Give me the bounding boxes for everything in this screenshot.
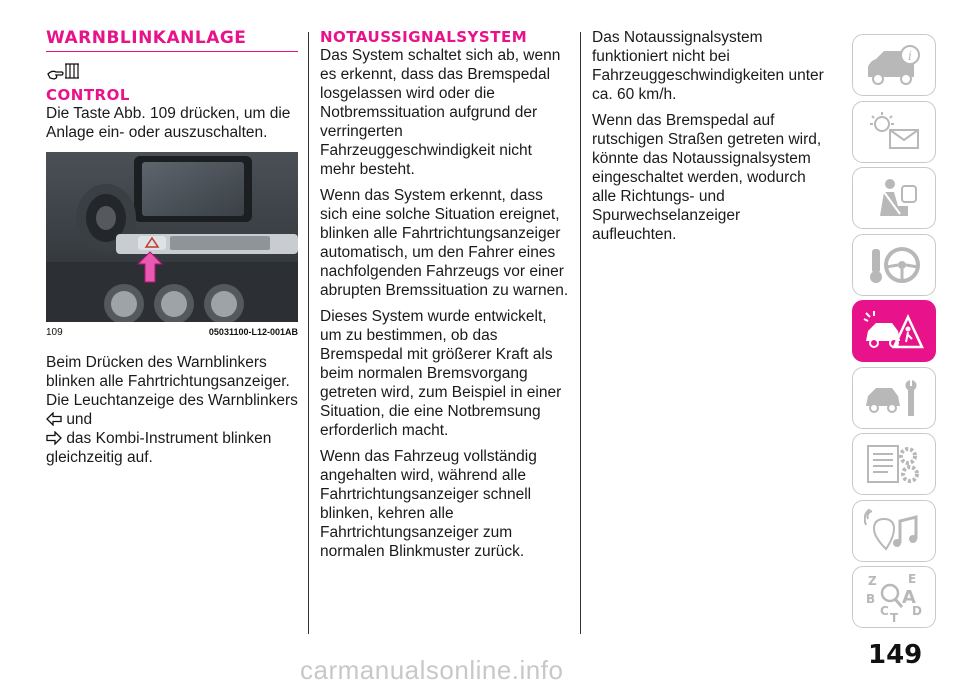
figure-109-photo <box>46 152 298 322</box>
watermark: carmanualsonline.info <box>300 655 564 685</box>
figure-code: 05031100-L12-001AB <box>208 327 298 337</box>
tab-multimedia[interactable] <box>852 500 936 562</box>
index-letter: E <box>908 572 917 586</box>
column-divider <box>308 32 309 634</box>
col3-paragraph: Das Notaussignalsystem funktioniert nicht bei Fahrzeuggeschwindigkeiten unter ca. 60 km/h. <box>592 29 824 103</box>
after-figure-text-1: Beim Drücken des Warnblinkers blinken alle Fahrtrichtungsanzeiger. Die Leuchtanzeige des Warnblinkers <box>46 354 298 409</box>
notaus-paragraph: Wenn das System erkennt, dass sich eine solche Situation ereignet, blinken alle Fahrtrichtungsanzeiger automatisch, um den Fahrer eines nachfolgenden Fahrzeugs vor einer abrupten Bremssituation zu warnen. <box>320 187 569 299</box>
left-turn-arrow-icon <box>46 412 62 426</box>
tab-warning-lights[interactable] <box>852 101 936 163</box>
right-turn-arrow-icon <box>46 431 62 445</box>
tab-start-driving[interactable] <box>852 234 936 296</box>
col3-paragraph: Wenn das Bremspedal auf rutschigen Straßen getreten wird, könnte das Notaussignalsystem eingeschaltet werden, wodurch alle Richtungs- und Spurwechselanzeiger aufleuchten. <box>592 112 822 243</box>
after-figure-text-2: das Kombi-Instrument blinken gleichzeitig auf. <box>46 430 272 466</box>
index-letter: A <box>902 587 916 608</box>
page-number: 149 <box>868 640 923 670</box>
tab-car-info[interactable] <box>852 34 936 96</box>
index-letters-icon <box>864 571 924 623</box>
specs-gear-icon <box>864 442 924 486</box>
tab-emergency[interactable] <box>852 300 936 362</box>
column-divider <box>580 32 581 634</box>
after-figure-text <box>46 353 298 467</box>
figure-number: 109 <box>46 327 63 338</box>
notaus-paragraph: Dieses System wurde entwickelt, um zu bestimmen, ob das Bremspedal mit größerer Kraft als beim normalen Bremsvorgang getreten wird, zum Beispiel in einer Situation, die eine Notbremsung erforderlich macht. <box>320 308 562 439</box>
tab-safety[interactable] <box>852 167 936 229</box>
index-letter: D <box>912 604 922 618</box>
section-title: WARNBLINKANLAGE <box>46 28 298 52</box>
index-letter: B <box>866 592 876 606</box>
warning-lights-icon <box>864 110 924 154</box>
index-letter: C <box>880 604 889 618</box>
figure-caption <box>46 326 298 339</box>
seat-safety-icon <box>864 176 924 220</box>
column-right <box>592 28 828 251</box>
multimedia-icon <box>864 509 924 553</box>
svg-text:i: i <box>908 49 912 63</box>
after-figure-and: und <box>66 411 93 428</box>
index-letter: Z <box>868 574 877 588</box>
car-info-icon <box>864 43 924 87</box>
column-left <box>46 28 298 474</box>
tab-maintenance[interactable] <box>852 367 936 429</box>
notaus-heading: NOTAUSSIGNALSYSTEM <box>320 28 528 46</box>
chapter-tabs <box>852 34 938 633</box>
index-letter: T <box>890 611 899 623</box>
dashboard-photo-illustration <box>46 152 298 322</box>
control-heading: CONTROL <box>46 86 130 104</box>
key-steering-icon <box>864 243 924 287</box>
emergency-car-icon <box>862 309 926 353</box>
car-wrench-icon <box>864 376 924 420</box>
notaus-paragraph: Das System schaltet sich ab, wenn es erkennt, dass das Bremspedal losgelassen wird oder die Notbremssituation aufgrund der verringerten Fahrzeuggeschwindigkeit nicht mehr besteht. <box>320 47 561 178</box>
tab-specifications[interactable] <box>852 433 936 495</box>
hazard-switch-symbol <box>46 60 298 82</box>
hand-pressing-icon <box>46 60 94 82</box>
column-middle <box>320 28 570 568</box>
tab-index[interactable] <box>852 566 936 628</box>
control-text: Die Taste Abb. 109 drücken, um die Anlage ein- oder auszuschalten. <box>46 105 291 141</box>
notaus-paragraph: Wenn das Fahrzeug vollständig angehalten wird, während alle Fahrtrichtungsanzeiger schnell blinken, kehren alle Fahrtrichtungsanzeiger zum normalen Blinkmuster zurück. <box>320 448 537 560</box>
